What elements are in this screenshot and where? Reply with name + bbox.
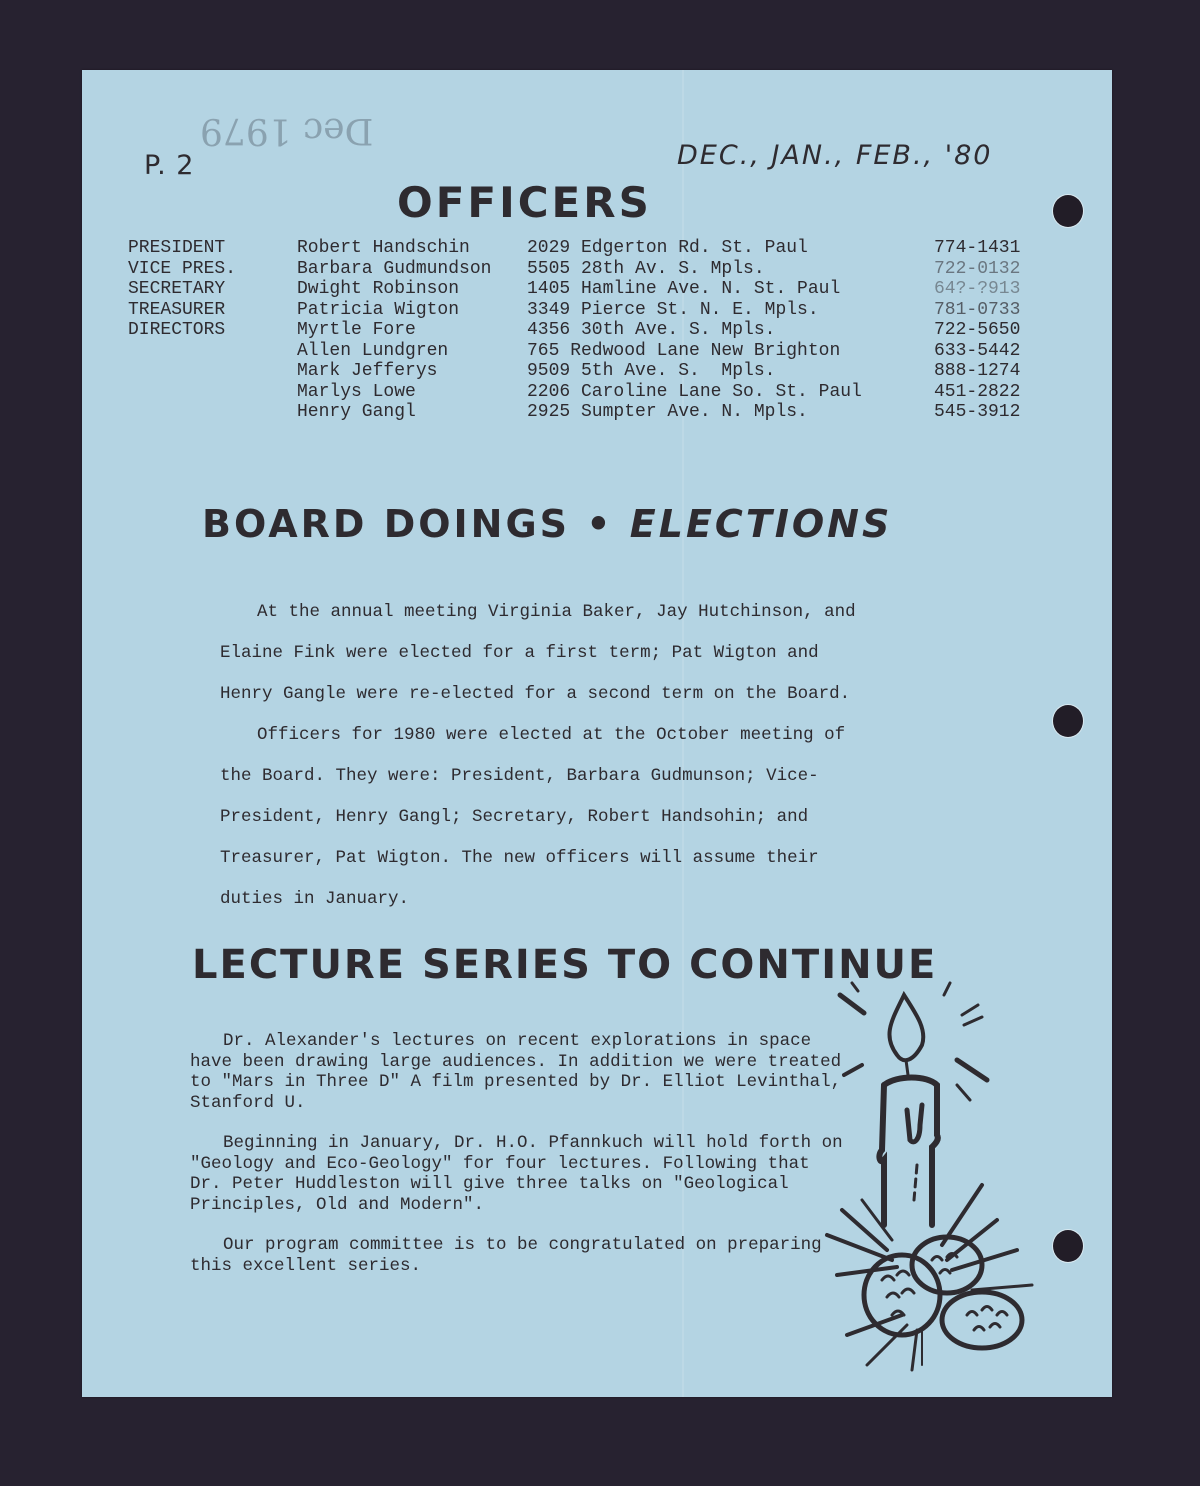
board-heading-main: BOARD DOINGS bbox=[202, 502, 571, 546]
officer-addresses bbox=[527, 238, 862, 423]
officer-name: Barbara Gudmundson bbox=[297, 258, 492, 279]
lecture-paragraph: Dr. Alexander's lectures on recent explorations in space have been drawing large audiences. In addition we were treated to "Mars in Three D" A film presented by Dr. Elliot Levinthal, Stanford U. bbox=[190, 1031, 842, 1113]
article-line: Officers for 1980 were elected at the October meeting of bbox=[257, 725, 846, 745]
officer-phone: 888-1274 bbox=[934, 361, 1021, 381]
bullet-separator: • bbox=[570, 502, 630, 546]
officer-name: Marlys Lowe bbox=[297, 381, 416, 402]
officer-phone: 451-2822 bbox=[934, 381, 1021, 402]
officer-name: Patricia Wigton bbox=[297, 299, 460, 320]
officer-name: Allen Lundgren bbox=[297, 340, 449, 361]
officer-address: 2925 Sumpter Ave. N. Mpls. bbox=[527, 402, 808, 422]
board-heading bbox=[202, 502, 892, 546]
officer-phone: 64?-?913 bbox=[934, 279, 1021, 299]
article-line: Elaine Fink were elected for a first term; Pat Wigton and bbox=[220, 643, 819, 663]
issue-date: DEC., JAN., FEB., '80 bbox=[677, 140, 993, 171]
role-label: DIRECTORS bbox=[128, 320, 226, 340]
article-line: President, Henry Gangl; Secretary, Robert Handsohin; and bbox=[220, 807, 809, 827]
officer-phone: 722-0132 bbox=[934, 258, 1021, 279]
article-line: Treasurer, Pat Wigton. The new officers will assume their bbox=[220, 848, 819, 868]
officer-names bbox=[297, 238, 491, 423]
officer-name: Henry Gangl bbox=[297, 402, 416, 422]
role-label: PRESIDENT bbox=[128, 238, 226, 258]
lecture-paragraph: Beginning in January, Dr. H.O. Pfannkuch will hold forth on "Geology and Eco-Geology" for four lectures. Following that Dr. Peter Huddleston will give three talks on "Geological Principles, Old and Modern". bbox=[190, 1133, 843, 1215]
officer-phone: 781-0733 bbox=[934, 299, 1021, 320]
lecture-article bbox=[190, 1031, 850, 1296]
article-line: Henry Gangle were re-elected for a second term on the Board. bbox=[220, 684, 851, 704]
lecture-heading: LECTURE SERIES TO CONTINUE bbox=[192, 942, 938, 988]
officer-phone: 774-1431 bbox=[934, 238, 1021, 258]
article-line: At the annual meeting Virginia Baker, Jay Hutchinson, and bbox=[257, 602, 856, 622]
officer-name: Myrtle Fore bbox=[297, 320, 416, 340]
board-heading-italic: ELECTIONS bbox=[629, 502, 893, 546]
officer-phone: 722-5650 bbox=[934, 320, 1021, 340]
officer-name: Mark Jefferys bbox=[297, 361, 438, 381]
article-line: duties in January. bbox=[220, 889, 410, 909]
officer-address: 4356 30th Ave. S. Mpls. bbox=[527, 320, 776, 340]
punch-hole-bottom bbox=[1053, 1230, 1083, 1262]
role-label: TREASURER bbox=[128, 299, 226, 320]
officer-phones bbox=[934, 238, 1020, 423]
officer-name: Robert Handschin bbox=[297, 238, 470, 258]
officer-address: 9509 5th Ave. S. Mpls. bbox=[527, 361, 776, 381]
role-label: VICE PRES. bbox=[128, 258, 237, 279]
punch-hole-top bbox=[1053, 195, 1083, 227]
lecture-paragraph: Our program committee is to be congratulated on preparing this excellent series. bbox=[190, 1235, 822, 1276]
officer-address: 765 Redwood Lane New Brighton bbox=[527, 340, 841, 361]
pencil-annotation: Dec 1979 bbox=[200, 110, 374, 151]
officer-phone: 545-3912 bbox=[934, 402, 1021, 422]
candle-icon bbox=[822, 975, 1042, 1375]
officer-roles bbox=[128, 238, 236, 341]
article-line: the Board. They were: President, Barbara Gudmunson; Vice- bbox=[220, 766, 819, 786]
officer-address: 2206 Caroline Lane So. St. Paul bbox=[527, 381, 862, 402]
punch-hole-middle bbox=[1053, 705, 1083, 737]
board-article bbox=[220, 592, 960, 920]
officer-address: 2029 Edgerton Rd. St. Paul bbox=[527, 238, 808, 258]
officers-heading: OFFICERS bbox=[397, 178, 652, 227]
officer-address: 1405 Hamline Ave. N. St. Paul bbox=[527, 279, 841, 299]
officer-phone: 633-5442 bbox=[934, 340, 1021, 361]
officer-name: Dwight Robinson bbox=[297, 279, 460, 299]
newsletter-page bbox=[82, 70, 1112, 1397]
officer-address: 3349 Pierce St. N. E. Mpls. bbox=[527, 299, 819, 320]
role-label: SECRETARY bbox=[128, 279, 226, 299]
page-number: P. 2 bbox=[144, 150, 195, 181]
officer-address: 5505 28th Av. S. Mpls. bbox=[527, 258, 765, 279]
